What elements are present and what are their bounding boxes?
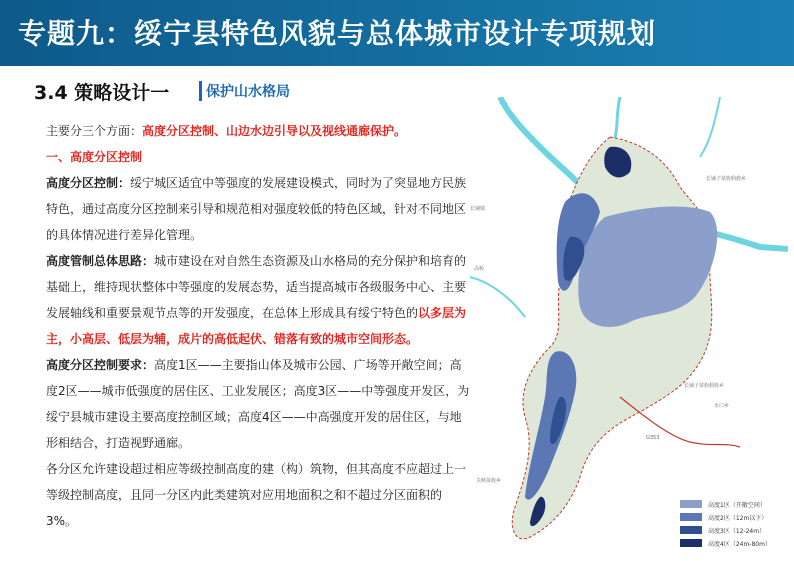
map-legend [680, 498, 771, 550]
river-branch-3 [470, 277, 525, 317]
legend-swatch [680, 500, 702, 508]
legend-label: 高度3区（12-24m） [708, 527, 766, 535]
paragraph-3 [32, 352, 472, 456]
section-title: 3.4 策略设计一 [34, 82, 170, 104]
paragraph-1 [32, 170, 472, 248]
paragraph-4: 各分区允许建设超过相应等级控制高度的建（构）筑物，但其高度不应超过上一等级控制高度，且同一分区内此类建筑对应用地面积之和不超过分区面积的3%。 [46, 462, 467, 528]
height-zoning-map [470, 97, 788, 553]
p2-label: 高度管制总体思路： [46, 254, 155, 268]
legend-item-zone-1 [680, 498, 771, 510]
intro-highlight: 高度分区控制、山边水边引导以及视线通廊保护。 [142, 124, 407, 138]
map-label-5: 高桥 [474, 266, 485, 272]
p3-text: 高度1区——主要指山体及城市公园、广场等开敞空间；高度2区——城市低强度的居住区、工业发展区；高度3区——中等强度开发区，为绥宁县城市建设主要高度控制区域；高度4区——中高强度开发的居住区，与地形相结合，打造视野通廊。 [46, 358, 470, 450]
legend-swatch [680, 513, 702, 521]
p2-text: 城市建设在对自然生态资源及山水格局的充分保护和培育的基础上，维持现状整体中等强度的发展态势，适当提高城市各级服务中心、主要发展轴线和重要景观节点等的开发强度，在总体上形成具有绥宁特色的 [46, 254, 467, 320]
legend-item-zone-4 [680, 537, 771, 549]
legend-item-zone-3 [680, 524, 771, 536]
river-branch-2 [700, 97, 720, 157]
body-text [32, 118, 472, 534]
p1-label: 高度分区控制： [46, 176, 131, 190]
map-label-4: 水口乡 [714, 403, 730, 409]
p1-text: 绥宁城区适宜中等强度的发展建设模式，同时为了突显地方民族特色，通过高度分区控制来引导和规范相对强度较低的特色区域，针对不同地区的具体情况进行差异化管理。 [46, 176, 467, 242]
legend-label: 高度2区（12m以下） [708, 514, 768, 522]
page-header [0, 0, 794, 66]
legend-swatch [680, 539, 702, 547]
heading-height-zoning: 一、高度分区控制 [46, 150, 143, 164]
map-label-7: G353 [646, 435, 660, 441]
legend-label: 高度4区（24m-80m） [708, 540, 771, 548]
legend-item-zone-2 [680, 511, 771, 523]
map-label-3: 长铺子苗族侗族乡 [684, 383, 725, 389]
legend-label: 高度1区（开敞空间） [708, 501, 766, 509]
intro-paragraph [32, 118, 472, 144]
paragraph-2 [32, 248, 472, 352]
p2-highlight: 以多层为主，小高层、低层为辅，成片的高低起伏、错落有致的城市空间形态。 [46, 306, 467, 346]
map-svg [470, 97, 788, 553]
page-title: 专题九：绥宁县特色风貌与总体城市设计专项规划 [18, 17, 657, 50]
map-label-1: 长铺子苗族侗族乡 [706, 176, 747, 182]
map-label-2: 长铺镇 [470, 206, 486, 212]
map-label-6: 关峡苗族乡 [476, 478, 502, 484]
p3-label: 高度分区控制要求： [46, 358, 155, 372]
section-subtitle: 保护山水格局 [199, 81, 290, 101]
intro-prefix: 主要分三个方面： [46, 124, 143, 138]
legend-swatch [680, 526, 702, 534]
